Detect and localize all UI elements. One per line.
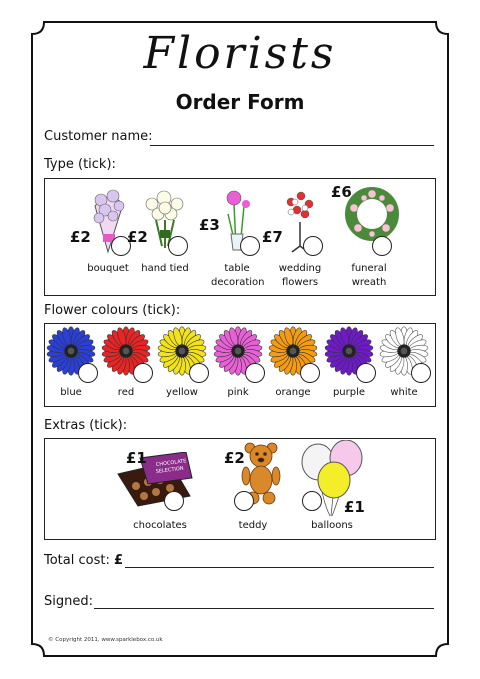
type-price: £6 <box>331 183 352 201</box>
total-cost-field[interactable] <box>125 567 434 568</box>
colours-section-label: Flower colours (tick): <box>44 303 181 318</box>
type-label: table decoration <box>211 263 265 288</box>
colour-label: purple <box>332 387 366 398</box>
colour-tick-orange[interactable] <box>300 363 320 383</box>
type-tick-table-decoration[interactable] <box>240 236 260 256</box>
type-label: wedding flowers <box>278 263 322 288</box>
colour-label: yellow <box>166 387 198 398</box>
extra-label: chocolates <box>133 520 187 531</box>
extras-section-label: Extras (tick): <box>44 418 128 433</box>
type-label: funeral wreath <box>351 263 387 288</box>
colour-tick-yellow[interactable] <box>189 363 209 383</box>
colour-tick-purple[interactable] <box>356 363 376 383</box>
colour-label: orange <box>275 387 311 398</box>
type-tick-wedding-flowers[interactable] <box>303 236 323 256</box>
signed-label: Signed: <box>44 594 93 609</box>
colour-label: pink <box>227 387 249 398</box>
type-price: £2 <box>70 228 91 246</box>
colour-label: blue <box>60 387 82 398</box>
extra-label: balloons <box>311 520 353 531</box>
copyright: © Copyright 2011, www.sparklebox.co.uk <box>48 637 163 643</box>
page-subtitle: Order Form <box>175 90 305 114</box>
customer-name-field[interactable] <box>150 145 434 146</box>
signature-field[interactable] <box>94 608 434 609</box>
type-image-funeral-wreath <box>344 184 400 248</box>
type-price: £7 <box>262 228 283 246</box>
extra-price: £2 <box>224 449 245 467</box>
currency-symbol: £ <box>114 553 124 568</box>
type-tick-hand-tied[interactable] <box>168 236 188 256</box>
colour-label: red <box>117 387 135 398</box>
extra-tick-balloons[interactable] <box>302 491 322 511</box>
page-title: Florists <box>143 28 337 79</box>
extra-tick-teddy[interactable] <box>234 491 254 511</box>
type-section-label: Type (tick): <box>44 157 116 172</box>
colour-tick-pink[interactable] <box>245 363 265 383</box>
extra-price: £1 <box>344 498 365 516</box>
extra-label: teddy <box>238 520 268 531</box>
total-cost-label <box>44 553 123 568</box>
extra-tick-chocolates[interactable] <box>164 491 184 511</box>
extra-price: £1 <box>126 449 147 467</box>
total-cost-text: Total cost: <box>44 553 110 568</box>
type-price: £2 <box>127 228 148 246</box>
svg-text:SELECTION: SELECTION <box>155 465 185 475</box>
chocolate-box-text: CHOCOLATE <box>155 458 187 468</box>
colour-tick-white[interactable] <box>411 363 431 383</box>
customer-name-label: Customer name: <box>44 129 153 144</box>
type-tick-funeral-wreath[interactable] <box>372 236 392 256</box>
type-label: bouquet <box>87 263 129 274</box>
type-label: hand tied <box>141 263 189 274</box>
type-price: £3 <box>199 216 220 234</box>
colour-tick-red[interactable] <box>133 363 153 383</box>
colour-tick-blue[interactable] <box>78 363 98 383</box>
colour-label: white <box>390 387 418 398</box>
